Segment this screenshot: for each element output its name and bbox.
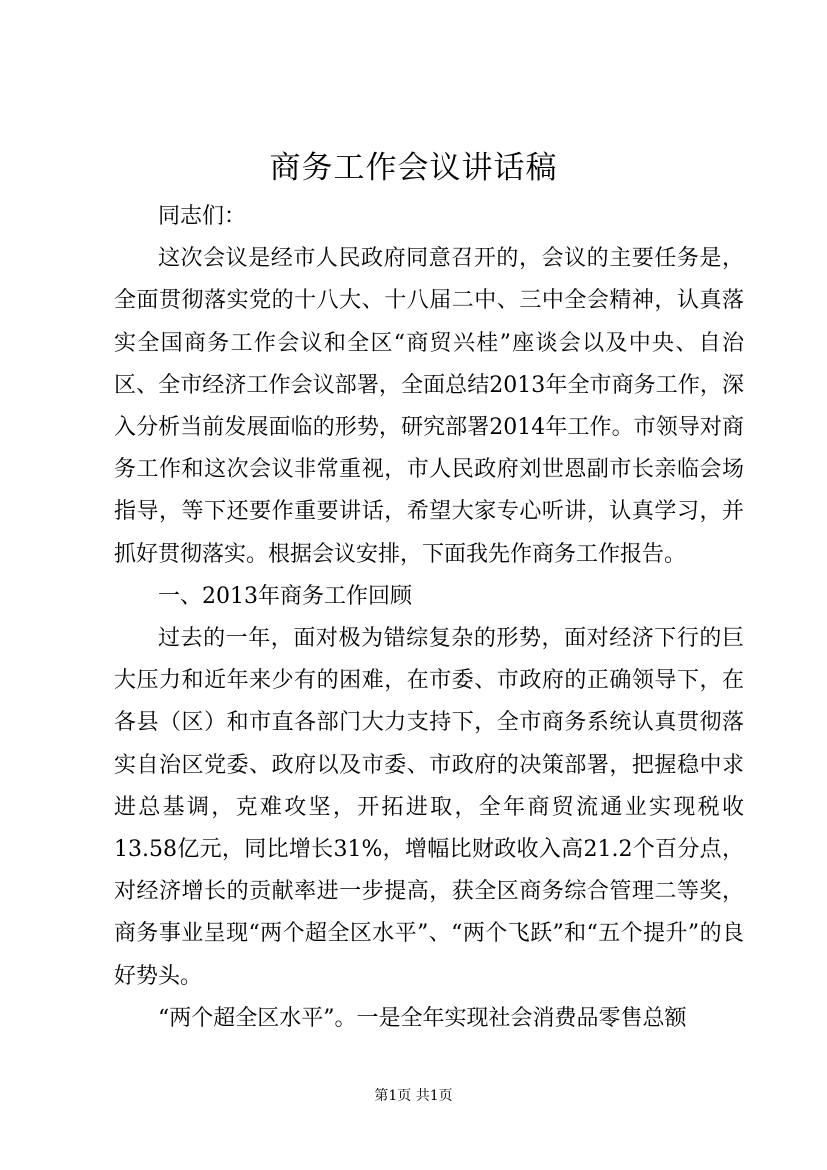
page-footer: 第1页 共1页: [374, 1088, 453, 1104]
document-body: [114, 196, 744, 1040]
paragraph-intro: 这次会议是经市人民政府同意召开的，会议的主要任务是，全面贯彻落实党的十八大、十八届二中、三中全会精神，认真落实全国商务工作会议和全区“商贸兴桂”座谈会以及中央、自治区、全市经济工作会议部署，全面总结2013年全市商务工作，深入分析当前发展面临的形势，研究部署2014年工作。市领导对商务工作和这次会议非常重视，市人民政府刘世恩副市长亲临会场指导，等下还要作重要讲话，希望大家专心听讲，认真学习，并抓好贯彻落实。根据会议安排，下面我先作商务工作报告。: [114, 246, 744, 567]
paragraph-two-exceed: “两个超全区水平”。一是全年实现社会消费品零售总额: [158, 1005, 687, 1031]
section-heading: 一、2013年商务工作回顾: [158, 583, 412, 609]
document-title: 商务工作会议讲话稿: [269, 150, 558, 186]
paragraph-review: 过去的一年，面对极为错综复杂的形势，面对经济下行的巨大压力和近年来少有的困难，在市委、市政府的正确领导下，在各县（区）和市直各部门大力支持下，全市商务系统认真贯彻落实自治区党委、政府以及市委、市政府的决策部署，把握稳中求进总基调，克难攻坚，开拓进取，全年商贸流通业实现税收13.58亿元，同比增长31%，增幅比财政收入高21.2个百分点，对经济增长的贡献率进一步提高，获全区商务综合管理二等奖，商务事业呈现“两个超全区水平”、“两个飞跃”和“五个提升”的良好势头。: [114, 626, 744, 989]
salutation: 同志们：: [158, 204, 247, 229]
